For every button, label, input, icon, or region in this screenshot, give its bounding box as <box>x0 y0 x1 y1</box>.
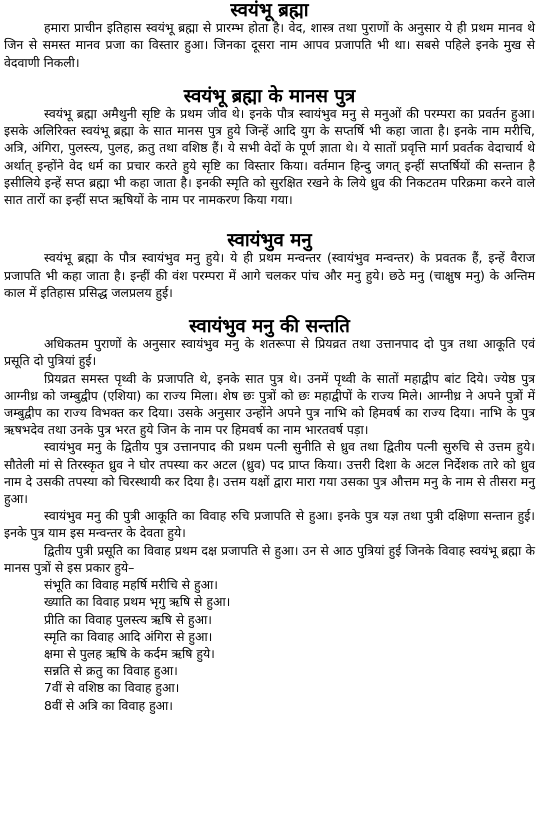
paragraph: हमारा प्राचीन इतिहास स्वयंभू ब्रह्मा से प्रारम्भ होता है। वेद, शास्त्र तथा पुराणों के अनुसार ये ही प्रथम मानव थे जिन से समस्त मानव प्रजा का विस्तार हुआ। जिनका दूसरा नाम आपव प्रजापति भी था। सबसे पहिले इनके मुख से वेदवाणी निकली। <box>4 20 535 70</box>
section-manu-santati <box>4 318 535 714</box>
section-heading: स्वयंभू ब्रह्मा के मानस पुत्र <box>183 85 356 107</box>
list-item: प्रीति का विवाह पुलस्त्य ऋषि से हुआ। <box>44 611 212 627</box>
section-heading: स्वायंभुव मनु <box>227 230 312 252</box>
paragraph: स्वायंभुव मनु के द्वितीय पुत्र उत्तानपाद की प्रथम पत्नी सुनीति से ध्रुव तथा द्वितीय पत्नी सुरुचि से उत्तम हुये। सौतेली मां से तिरस्कृत ध्रुव ने घोर तपस्या कर अटल (ध्रुव) पद प्राप्त किया। उत्तरी दिशा के अटल निर्देशक तारे को ध्रुव नाम दे उसकी तपस्या को चिरस्थायी कर दिया है। उत्तम यक्षों द्वारा मारा गया उसका पुत्र औत्तम मनु के नाम से तीसरा मनु हुआ। <box>4 439 535 507</box>
paragraph: द्वितीय पुत्री प्रसूति का विवाह प्रथम दक्ष प्रजापति से हुआ। उन से आठ पुत्रियां हुई जिनके विवाह स्वयंभू ब्रह्मा के मानस पुत्रों से इस प्रकार हुये– <box>4 542 535 575</box>
list-item: 7वीं से वशिष्ठ का विवाह हुआ। <box>44 680 180 696</box>
section-swayambhuva-manu <box>4 232 535 301</box>
list-item: संभूति का विवाह महर्षि मरीचि से हुआ। <box>44 577 218 593</box>
section-heading: स्वायंभुव मनु की सन्तति <box>189 316 350 338</box>
section-manas-putra <box>4 85 535 208</box>
list-item: ख्याति का विवाह प्रथम भृगु ऋषि से हुआ। <box>44 594 231 610</box>
spacer <box>4 208 535 232</box>
paragraph: स्वयंभू ब्रह्मा के पौत्र स्वायंभुव मनु हुये। ये ही प्रथम मन्वन्तर (स्वायंभुव मन्वन्तर) के प्रवतक हैं, इन्हें वैराज प्रजापति भी कहा जाता है। इन्हीं की वंश परम्परा में आगे चलकर पांच और मनु हुये। छठे मनु (चाक्षुष मनु) के अन्तिम काल में इतिहास प्रसिद्ध जलप्रलय हुई। <box>4 250 535 300</box>
section-swayambhu-brahma <box>4 2 535 71</box>
paragraph: स्वायंभुव मनु की पुत्री आकूति का विवाह रुचि प्रजापति से हुआ। इनके पुत्र यज्ञ तथा पुत्री दक्षिणा सन्तान हुई। इनके पुत्र याम इस मन्वन्तर के देवता हुये। <box>4 508 535 541</box>
paragraph: प्रियव्रत समस्त पृथ्वी के प्रजापति थे, इनके सात पुत्र थे। उनमें पृथ्वी के सातों महाद्वीप बांट दिये। ज्येष्ठ पुत्र आग्नीध्र को जम्बुद्वीप (एशिया) का राज्य मिला। शेष छः पुत्रों को छः महाद्वीपों के राज्य मिले। आग्नीध्र ने अपने पुत्रों में जम्बुद्वीप का राज्य विभक्त कर दिया। उसके अनुसार उन्होंने अपने पुत्र नाभि को हिमवर्ष का राज्य दिया। नाभि के पुत्र ऋषभदेव तथा उनके पुत्र भरत हुये जिन के नाम पर हिमवर्ष का नाम भारतवर्ष पड़ा। <box>4 370 535 438</box>
list-item: स्मृति का विवाह आदि अंगिरा से हुआ। <box>44 628 213 644</box>
paragraph: स्वयंभू ब्रह्मा अमैथुनी सृष्टि के प्रथम जीव थे। इनके पौत्र स्वायंभुव मनु से मनुओं की परम्परा का प्रवर्तन हुआ। इसके अलिरिक्त स्वयंभू ब्रह्मा के सात मानस पुत्र हुये जिन्हें आदि युग के सप्तर्षि भी कहा जाता है। इनके नाम मरीचि, अत्रि, अंगिरा, पुलस्त्य, पुलह, क्रतु तथा वशिष्ठ हैं। ये सभी वेदों के पूर्ण ज्ञाता थे। ये सातों प्रवृत्ति मार्ग प्रवर्तक वेदाचार्य थे अर्थात्‌ इन्होंने वेद धर्म का प्रचार करते हुये सृष्टि का विस्तार किया। वर्तमान हिन्दु जगत्‌ इन्हीं सप्तर्षियों की सन्तान है इसीलिये इन्हें सप्त ब्रह्मा भी कहा जाता है। इनकी स्मृति को सुरक्षित रखने के लिये ध्रुव की निकटतम परिक्रमा करने वाले सात तारों का इन्हीं सप्त ऋषियों के नाम पर नामकरण किया गया। <box>4 106 535 208</box>
list-item: क्षमा से पुलह ऋषि के कर्दम ऋषि हुये। <box>44 645 215 661</box>
list-item: सन्नति से क्रतु का विवाह हुआ। <box>44 663 178 679</box>
section-heading: स्वयंभू ब्रह्मा <box>230 0 309 21</box>
paragraph: अधिकतम पुराणों के अनुसार स्वायंभुव मनु के शतरूपा से प्रियव्रत तथा उत्तानपाद दो पुत्र तथा आकूति एवं प्रसूति दो पुत्रियां हुई। <box>4 336 535 369</box>
list-item: 8वीं से अत्रि का विवाह हुआ। <box>44 697 174 713</box>
marriage-list <box>4 576 535 714</box>
